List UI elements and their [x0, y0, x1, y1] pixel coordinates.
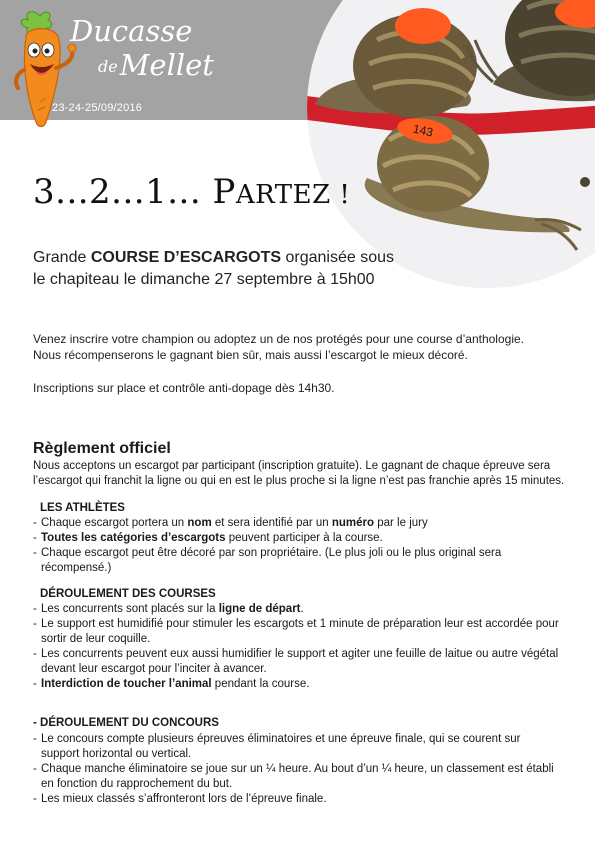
list-item: - Les concurrents sont placés sur la ligne de départ.: [33, 603, 304, 615]
concours-list: [33, 732, 563, 807]
list-item: - Chaque manche éliminatoire se joue sur un ¼ heure. Au bout d’un ¼ heure, un classement est établi en fonction du rapprochement du but.: [33, 763, 554, 790]
invitation-line1: Venez inscrire votre champion ou adoptez un de nos protégés pour une course d’anthologie.: [33, 332, 524, 346]
reglement-line2: l’escargot qui franchit la ligne ou qui en est le plus proche si la ligne n’est pas franchie après 15 minutes.: [33, 475, 565, 487]
list-item: - Les mieux classés s’affronteront lors de l’épreuve finale.: [33, 793, 327, 805]
intro-part2: organisée sous: [281, 249, 395, 266]
list-item: - Chaque escargot portera un nom et sera identifié par un numéro par le jury: [33, 517, 428, 529]
number-tag-front-label: 143: [411, 121, 435, 140]
list-item: - Interdiction de toucher l’animal pendant la course.: [33, 678, 310, 690]
headline-word-cap: P: [212, 172, 236, 212]
reglement-line1: Nous acceptons un escargot par participant (inscription gratuite). Le gagnant de chaque épreuve sera: [33, 460, 551, 472]
deroulement-title: DÉROULEMENT DES COURSES: [40, 588, 216, 600]
list-item: - Chaque escargot peut être décoré par son propriétaire. (Le plus joli ou le plus original sera récompensé.): [33, 547, 502, 574]
festival-title: [70, 14, 240, 84]
deroulement-list: [33, 602, 563, 692]
concours-title: - DÉROULEMENT DU CONCOURS: [33, 717, 219, 729]
headline-word-rest: ARTEZ !: [235, 180, 351, 210]
inscriptions-paragraph: Inscriptions sur place et contrôle anti-dopage dès 14h30.: [33, 381, 335, 395]
headline: [33, 172, 350, 212]
invitation-line2: Nous récompenserons le gagnant bien sûr, mais aussi l’escargot le mieux décoré.: [33, 348, 468, 362]
list-item: - Le concours compte plusieurs épreuves éliminatoires et une épreuve finale, qui se courent sur support horizontal ou vertical.: [33, 733, 521, 760]
festival-title-line1: Ducasse: [70, 14, 193, 48]
invitation-paragraph: [33, 331, 573, 363]
reglement-text: [33, 459, 573, 489]
list-item: - Toutes les catégories d’escargots peuvent participer à la course.: [33, 532, 383, 544]
intro-line2: le chapiteau le dimanche 27 septembre à 15h00: [33, 271, 375, 288]
festival-dates: 23-24-25/09/2016: [52, 102, 143, 114]
athletes-list: [33, 516, 563, 576]
athletes-title: LES ATHLÈTES: [40, 502, 125, 514]
list-item: - Le support est humidifié pour stimuler les escargots et 1 minute de préparation leur est accordée pour sortir de leur coquille.: [33, 618, 559, 645]
intro-bold: COURSE D’ESCARGOTS: [90, 249, 282, 266]
snail-race-photo: [307, 0, 595, 288]
reglement-title: Règlement officiel: [33, 440, 171, 457]
intro-text: [33, 247, 453, 291]
list-item: - Les concurrents peuvent eux aussi humidifier le support et agiter une feuille de laitue ou autre végétal devant leur escargot pour l’inciter à avancer.: [33, 648, 559, 675]
festival-title-de: de: [98, 57, 118, 76]
intro-part1: Grande: [33, 249, 91, 266]
headline-countdown: 3...2...1...: [33, 172, 213, 212]
festival-title-line2: Mellet: [119, 48, 214, 82]
number-tag-left: [395, 8, 451, 44]
